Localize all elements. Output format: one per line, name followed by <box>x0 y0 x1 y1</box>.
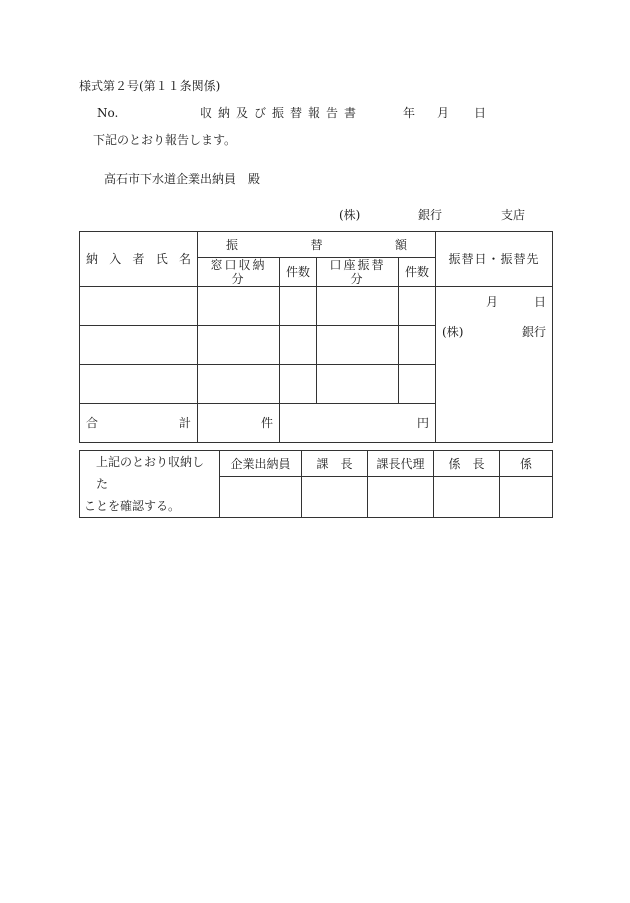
subsection-chief-header: 係 長 <box>434 451 500 477</box>
window-amount-cell[interactable] <box>198 326 280 365</box>
staff-header: 係 <box>500 451 553 477</box>
account-transfer-header: 口座振替分 <box>317 258 399 287</box>
cashier-header: 企業出納員 <box>220 451 302 477</box>
deputy-chief-header: 課長代理 <box>368 451 434 477</box>
addressee: 高石市下水道企業出納員 殿 <box>104 172 261 186</box>
count-header-2: 件数 <box>399 258 436 287</box>
account-count-cell[interactable] <box>399 326 436 365</box>
branch-label: 支店 <box>501 208 526 222</box>
side-bank-label: 銀行 <box>522 325 547 339</box>
side-day-label: 日 <box>534 295 547 309</box>
no-label: No. <box>97 106 119 120</box>
window-amount-cell[interactable] <box>198 365 280 404</box>
side-month-label: 月 <box>486 295 499 309</box>
account-count-cell[interactable] <box>399 287 436 326</box>
window-count-cell[interactable] <box>280 287 317 326</box>
report-table <box>79 231 553 443</box>
confirmation-text: 上記のとおり収納した ことを確認する。 <box>80 451 220 518</box>
bank-corp-label: (株) <box>339 208 361 222</box>
window-count-cell[interactable] <box>280 326 317 365</box>
section-chief-header: 課 長 <box>302 451 368 477</box>
intro-text: 下記のとおり報告します。 <box>93 133 237 147</box>
cashier-stamp-cell[interactable] <box>220 477 302 518</box>
total-count-cell[interactable]: 件 <box>198 404 280 443</box>
window-amount-cell[interactable] <box>198 287 280 326</box>
report-title: 収納及び振替報告書 <box>200 106 363 120</box>
month-label: 月 <box>437 106 450 120</box>
transfer-amount-header: 振 替 額 <box>198 232 436 258</box>
transfer-date-header: 振替日・振替先 <box>436 232 553 287</box>
account-amount-cell[interactable] <box>317 326 399 365</box>
window-count-cell[interactable] <box>280 365 317 404</box>
payer-name-cell[interactable] <box>80 287 198 326</box>
payer-name-cell[interactable] <box>80 365 198 404</box>
total-amount-cell[interactable]: 円 <box>280 404 436 443</box>
transfer-date-cell[interactable] <box>436 287 553 443</box>
account-amount-cell[interactable] <box>317 365 399 404</box>
day-label: 日 <box>474 106 487 120</box>
total-label: 合 計 <box>80 404 198 443</box>
account-amount-cell[interactable] <box>317 287 399 326</box>
account-count-cell[interactable] <box>399 365 436 404</box>
year-label: 年 <box>403 106 416 120</box>
payer-name-cell[interactable] <box>80 326 198 365</box>
side-corp-label: (株) <box>442 325 464 339</box>
payer-name-header: 納 入 者 氏 名 <box>80 232 198 287</box>
section-chief-stamp-cell[interactable] <box>302 477 368 518</box>
window-collection-header: 窓口収納分 <box>198 258 280 287</box>
confirmation-table <box>79 450 553 518</box>
bank-label: 銀行 <box>418 208 443 222</box>
form-label: 様式第２号(第１１条関係) <box>79 79 221 93</box>
staff-stamp-cell[interactable] <box>500 477 553 518</box>
subsection-chief-stamp-cell[interactable] <box>434 477 500 518</box>
deputy-chief-stamp-cell[interactable] <box>368 477 434 518</box>
count-header: 件数 <box>280 258 317 287</box>
